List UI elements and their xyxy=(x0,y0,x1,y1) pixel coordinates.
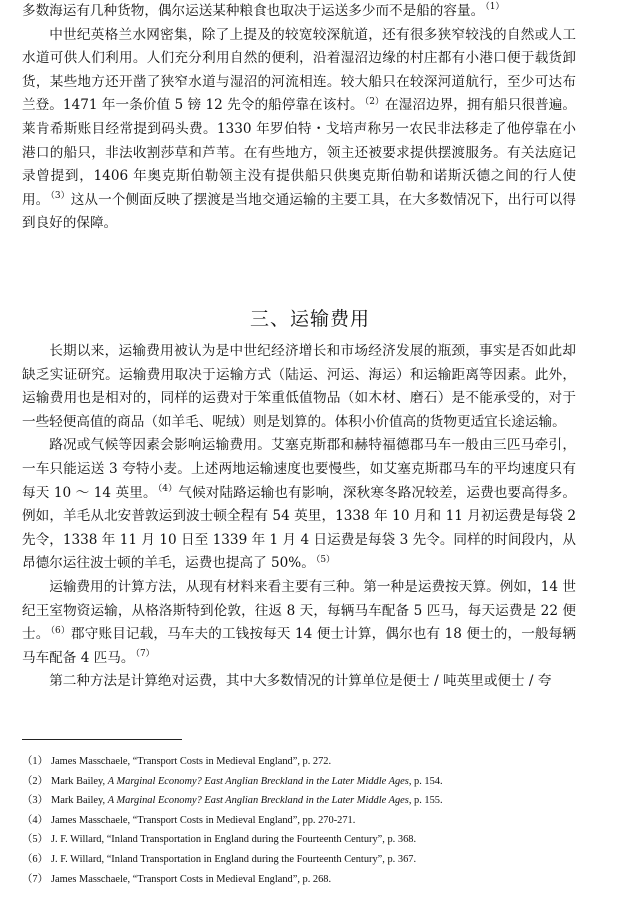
footnote-ref[interactable]: （5） xyxy=(315,554,336,565)
text-run: 路况或气候等因素会影响运输费用。艾塞克斯郡和赫特福德郡马车一般由三匹马牵引，一车只能运送 3 夸特小麦。上述两地运输速度也要慢些，如艾塞克斯郡马车的平均速度只有每天 10 ～ 14 英里。 xyxy=(22,437,576,501)
section-heading: 三、运输费用 xyxy=(249,307,370,330)
text-run: , p. 155. xyxy=(408,795,443,807)
text-run: James Masschaele, “Transport Costs in Medieval England”, p. 272. xyxy=(50,756,332,767)
text-run: 这从一个侧面反映了摆渡是当地交通运输的主要工具，在大多数情况下，出行可以得到良好的保障。 xyxy=(22,191,577,232)
footnote-number: （2） xyxy=(22,775,48,787)
footnote-ref[interactable]: （4） xyxy=(157,484,178,495)
footnote-ref[interactable]: （7） xyxy=(135,649,155,660)
body-text-top xyxy=(22,0,576,236)
text-run: 气候对陆路运输也有影响，深秋寒冬路况较差，运费也要高得多。例如，羊毛从北安普敦运到波士顿全程有 54 英里，1338 年 10 月和 11 月初运费是每袋 2 先令，1338 年 11 月 10 日至 1339 年 1 月 4 日运费是每袋 3 先令。同样的时间段内，从昂德尔运往波士顿的羊毛，运费也提高了 50%。 xyxy=(22,484,576,572)
footnote-ref[interactable]: （6） xyxy=(50,625,71,636)
text-run: James Masschaele, “Transport Costs in Medieval England”, pp. 270-271. xyxy=(50,814,356,826)
paragraph-road-weather xyxy=(22,434,576,576)
footnote-number: （5） xyxy=(22,834,48,846)
footnote-number: （3） xyxy=(22,795,48,807)
footnote-number: （7） xyxy=(22,873,48,885)
paragraph-transport-cost-intro xyxy=(22,340,576,434)
text-run: James Masschaele, “Transport Costs in Medieval England”, p. 268. xyxy=(50,873,332,885)
footnote-item xyxy=(22,772,580,792)
text-run: J. F. Willard, “Inland Transportation in England during the Fourteenth Century”, p. 367. xyxy=(50,853,417,865)
footnote-item xyxy=(22,752,580,772)
footnote-ref[interactable]: （1） xyxy=(485,2,505,13)
body-text-bottom xyxy=(22,340,576,694)
footnote-item xyxy=(22,811,580,831)
paragraph-second-method xyxy=(22,670,576,694)
footnotes xyxy=(22,752,580,889)
text-run: , p. 154. xyxy=(408,775,443,787)
text-run: 多数海运有几种货物，偶尔运送某种粮食也取决于运送多少而不是船的容量。 xyxy=(22,3,485,19)
text-run: J. F. Willard, “Inland Transportation in England during the Fourteenth Century”, p. 368. xyxy=(50,834,417,846)
text-run: Mark Bailey, xyxy=(50,775,108,787)
paragraph-waterways xyxy=(22,24,576,236)
text-run: 长期以来，运输费用被认为是中世纪经济增长和市场经济发展的瓶颈，事实是否如此却缺乏实证研究。运输费用取决于运输方式（陆运、河运、海运）和运输距离等因素。此外，运输费用也是相对的，同样的运费对于笨重低值物品（如木材、磨石）是不能承受的，对于一些轻便高值的商品（如羊毛、呢绒）则是划算的。体积小价值高的货物更适宜长途运输。 xyxy=(22,343,576,430)
text-run: 运输费用的计算方法，从现有材料来看主要有三种。第一种是运费按天算。例如，14 世纪王室物资运输，从格洛斯特到伦敦，往返 8 天，每辆马车配备 5 匹马，每天运费是 22 便士。 xyxy=(22,578,576,643)
book-title: A Marginal Economy? East Anglian Breckland in the Later Middle Ages xyxy=(107,775,409,787)
paragraph-continued xyxy=(22,0,576,24)
text-run: 中世纪英格兰水网密集，除了上提及的较宽较深航道，还有很多狭窄较浅的自然或人工水道可供人们利用。人们充分利用自然的便利，沿着湿沼边缘的村庄都有小港口便于载货卸货，某些地方还开凿了狭窄水道与湿沼的河流相连。较大船只在较深河道航行，至少可达布兰登。1471 年一条价值 5 镑 12 先令的船停靠在该村。 xyxy=(22,26,576,114)
text-run: 在湿沼边界，拥有船只很普遍。莱肯希斯账目经常提到码头费。1330 年罗伯特・戈培声称另一农民非法移走了他停靠在小港口的船只，非法收割莎草和芦苇。在有些地方，领主还被要求提供摆渡服务。有关法庭记录曾提到，1406 年奥克斯伯勒领主没有提供船只供奥克斯伯勒和诺斯沃德之间的行人使用。 xyxy=(22,97,576,208)
paragraph-calculation-methods xyxy=(22,576,576,670)
footnote-number: （6） xyxy=(22,853,48,865)
footnote-item xyxy=(22,791,580,811)
footnote-item xyxy=(22,830,580,850)
footnote-item xyxy=(22,870,580,890)
footnote-divider xyxy=(22,739,182,740)
footnote-number: （4） xyxy=(22,814,48,826)
footnote-number: （1） xyxy=(22,756,48,767)
footnote-item xyxy=(22,850,580,870)
text-run: 第二种方法是计算绝对运费，其中大多数情况的计算单位是便士 / 吨英里或便士 / 夸 xyxy=(49,673,552,690)
footnote-ref[interactable]: （2） xyxy=(364,96,385,107)
footnote-ref[interactable]: （3） xyxy=(50,191,70,202)
book-title: A Marginal Economy? East Anglian Breckland in the Later Middle Ages xyxy=(107,795,409,807)
text-run: 郡守账目记载，马车夫的工钱按每天 14 便士计算，偶尔也有 18 便士的，一般每辆马车配备 4 匹马。 xyxy=(22,626,576,666)
text-run: Mark Bailey, xyxy=(50,795,108,807)
